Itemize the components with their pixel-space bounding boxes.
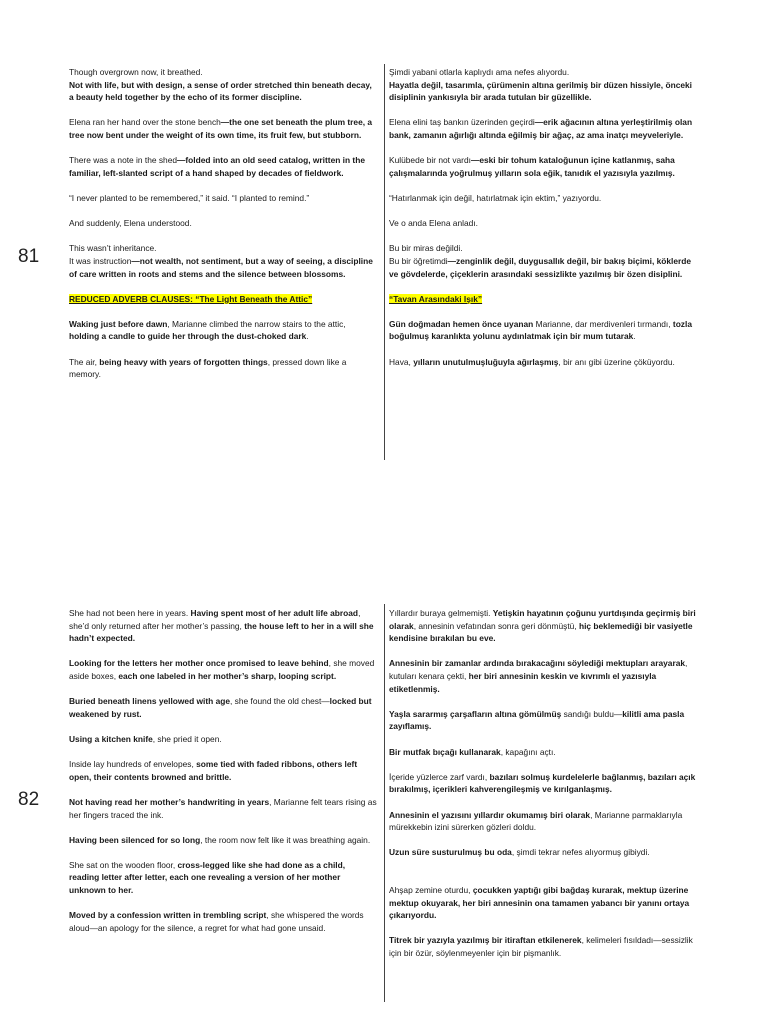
- column-divider: [384, 604, 385, 1002]
- bold-text-run: some tied with faded ribbons, others left open, their contents browned and brittle.: [69, 759, 358, 782]
- paragraph: [389, 607, 697, 645]
- text-run: , kelimeleri fısıldadı—sessizlik için bir özür, söylenmeyenler için bir pişmanlık.: [389, 935, 693, 959]
- bold-text-run: bazıları solmuş kurdelelerle bağlanmış, bazıları açık bırakılmış, içerikleri kahverengileşmiş ve kırılganlaşmış.: [389, 771, 696, 795]
- text-run: , annesinin vefatından sonra geri dönmüştü,: [413, 620, 579, 631]
- text-run: Elena elini taş bankın üzerinden geçirdi: [389, 117, 535, 128]
- paragraph: [69, 733, 377, 746]
- paragraph: [69, 695, 377, 720]
- text-run: , Marianne climbed the narrow stairs to the attic,: [167, 318, 346, 329]
- paragraph: [69, 909, 377, 934]
- bold-text-run: Using a kitchen knife: [69, 733, 153, 744]
- text-run: “I never planted to be remembered,” it said. “I planted to remind.”: [69, 192, 310, 203]
- bold-text-run: Not with life, but with design, a sense of order stretched thin beneath decay, a beauty held together by the echo of its former discipline.: [69, 79, 372, 103]
- turkish-column: [389, 607, 697, 972]
- text-run: , she’d only returned after her mother’s passing,: [69, 608, 361, 631]
- text-run: Bu bir öğretimdi: [389, 255, 448, 266]
- bold-text-run: —erik ağacının altına yerleştirilmiş olan bank, zamanın ağırlığı altında eğilmiş bir ağaç, az ama inatçı meyveleriyle.: [389, 117, 693, 140]
- bold-text-run: cross-legged like she had done as a child, reading letter after letter, each one revealing a version of her mother unknown to her.: [69, 859, 346, 896]
- bold-text-run: Bir mutfak bıçağı kullanarak: [389, 746, 501, 757]
- text-run: , she found the old chest—: [230, 696, 330, 707]
- bold-text-run: —not wealth, not sentiment, but a way of seeing, a discipline of care written in roots and stems and the silence between blossoms.: [69, 255, 373, 279]
- bold-text-run: Moved by a confession written in trembling script: [69, 910, 267, 921]
- text-run: , she moved aside boxes,: [69, 658, 375, 681]
- paragraph: [389, 809, 697, 834]
- text-run: Kulübede bir not vardı: [389, 155, 471, 166]
- text-run: Yıllardır buraya gelmemişti.: [389, 608, 493, 618]
- text-run: “Hatırlanmak için değil, hatırlatmak için ektim,” yazıyordu.: [389, 192, 602, 203]
- bold-text-run: kilitli ama pasla zayıflamış.: [389, 708, 685, 732]
- bold-text-run: Buried beneath linens yellowed with age: [69, 696, 231, 707]
- paragraph: [389, 771, 697, 796]
- text-run: There was a note in the shed: [69, 155, 178, 166]
- text-run: This wasn’t inheritance.: [69, 243, 157, 254]
- bold-text-run: yılların unutulmuşluğuyla ağırlaşmış: [413, 356, 559, 367]
- bold-text-run: Not having read her mother’s handwriting in years: [69, 796, 270, 807]
- bold-text-run: Having been silenced for so long: [69, 834, 201, 845]
- bold-text-run: holding a candle to guide her through the dust-choked dark: [69, 331, 307, 342]
- bold-text-run: —folded into an old seed catalog, written in the familiar, left-slanted script of a hand shaped by decades of fieldwork.: [69, 155, 365, 178]
- section-heading-text: “Tavan Arasındaki Işık”: [389, 293, 483, 304]
- text-run: It was instruction: [69, 255, 132, 266]
- bold-text-run: locked but weakened by rust.: [69, 696, 372, 719]
- bold-text-run: each one labeled in her mother’s sharp, looping script.: [118, 670, 337, 681]
- paragraph: [69, 758, 377, 783]
- text-run: , the room now felt like it was breathing again.: [200, 834, 371, 845]
- paragraph: [69, 859, 377, 897]
- bold-text-run: tozla boğulmuş karanlıkta yolunu aydınlatmak için bir mum tutarak: [389, 318, 692, 342]
- bold-text-run: Yetişkin hayatının çoğunu yurtdışında geçirmiş biri olarak: [389, 608, 696, 631]
- text-run: Hava,: [389, 356, 414, 367]
- paragraph: [69, 834, 377, 847]
- text-run: Bu bir miras değildi.: [389, 243, 463, 254]
- text-run: And suddenly, Elena understood.: [69, 218, 192, 229]
- text-run: She sat on the wooden floor,: [69, 859, 178, 870]
- paragraph: [389, 846, 697, 859]
- paragraph: [389, 934, 697, 959]
- bold-text-run: being heavy with years of forgotten things: [99, 356, 268, 367]
- bold-text-run: Yaşla sararmış çarşafların altına gömülmüş: [389, 708, 562, 719]
- text-run: , Marianne parmaklarıyla mürekkebin izini sürerken gözleri doldu.: [389, 809, 683, 833]
- bold-text-run: —the one set beneath the plum tree, a tree now bent under the weight of its own time, its fruit few, but stubborn.: [69, 117, 373, 140]
- text-run: .: [633, 331, 636, 342]
- text-run: Ve o anda Elena anladı.: [389, 218, 478, 229]
- paragraph: [389, 884, 697, 922]
- text-run: , bir anı gibi üzerine çöküyordu.: [558, 356, 675, 367]
- bold-text-run: the house left to her in a will she hadn’t expected.: [69, 620, 374, 644]
- text-run: The air,: [69, 356, 100, 367]
- text-run: , Marianne felt tears rising as her fingers traced the ink.: [69, 796, 377, 820]
- bold-text-run: Having spent most of her adult life abroad: [190, 608, 359, 618]
- page-number: 81: [18, 246, 40, 267]
- bold-text-run: Hayatla değil, tasarımla, çürümenin altına gerilmiş bir düzen hissiyle, önceki disiplinin yankısıyla bir arada tutulan bir güzellikle.: [389, 79, 692, 103]
- bold-text-run: Uzun süre susturulmuş bu oda: [389, 847, 512, 858]
- bold-text-run: Looking for the letters her mother once promised to leave behind: [69, 658, 329, 669]
- text-run: She had not been here in years.: [69, 608, 191, 618]
- text-run: , she pried it open.: [152, 733, 222, 744]
- text-run: , kapağını açtı.: [500, 746, 556, 757]
- bold-text-run: her biri annesinin keskin ve kıvrımlı el yazısıyla etiketlenmiş.: [389, 670, 657, 694]
- text-run: İçeride yüzlerce zarf vardı,: [389, 771, 490, 782]
- text-run: , şimdi tekrar nefes alıyormuş gibiydi.: [511, 847, 650, 858]
- paragraph: [69, 796, 377, 821]
- bold-text-run: Waking just before dawn: [69, 318, 168, 329]
- english-column: [69, 607, 377, 947]
- text-run: , she whispered the words aloud—an apology for the silence, a regret for what had gone unsaid.: [69, 910, 364, 933]
- paragraph: [69, 657, 377, 682]
- text-run: , kutuları kenara çekti,: [389, 658, 688, 681]
- bold-text-run: —zenginlik değil, duygusallık değil, bir bakış biçimi, köklerde ve gövdelerde, çiçeklerin arasındaki sessizlikte yazılmış bir özen disiplini.: [389, 255, 692, 279]
- paragraph: [389, 708, 697, 733]
- text-run: Inside lay hundreds of envelopes,: [69, 759, 197, 770]
- bold-text-run: Annesinin el yazısını yıllardır okumamış biri olarak: [389, 809, 591, 820]
- paragraph: [389, 746, 697, 759]
- bold-text-run: hiç beklemediği bir vasiyetle kendisine bırakılan bu eve.: [389, 620, 693, 644]
- text-run: Ahşap zemine oturdu,: [389, 885, 473, 896]
- bold-text-run: Annesinin bir zamanlar ardında bırakacağını söylediği mektupları arayarak: [389, 658, 686, 669]
- text-run: Elena ran her hand over the stone bench: [69, 117, 221, 128]
- text-run: , pressed down like a memory.: [69, 356, 347, 380]
- text-run: Şimdi yabani otlarla kaplıydı ama nefes alıyordu.: [389, 67, 570, 77]
- bold-text-run: çocukken yaptığı gibi bağdaş kurarak, mektup üzerine mektup okuyarak, her biri annesinin ona tamamen yabancı bir yanını ortaya çıkarıyordu.: [389, 885, 690, 921]
- text-run: Though overgrown now, it breathed.: [69, 67, 203, 77]
- text-run: .: [306, 331, 309, 342]
- text-run: sandığı buldu—: [561, 708, 623, 719]
- section-heading-text: REDUCED ADVERB CLAUSES: “The Light Beneath the Attic”: [69, 293, 313, 304]
- bold-text-run: Titrek bir yazıyla yazılmış bir itiraftan etkilenerek: [389, 935, 582, 946]
- bold-text-run: Gün doğmadan hemen önce uyanan: [389, 318, 534, 329]
- page-number: 82: [18, 789, 40, 810]
- blank-line: [389, 871, 697, 884]
- bold-text-run: —eski bir tohum kataloğunun içine katlanmış, saha çalışmalarında yoğrulmuş yılların sola eğik, tanıdık el yazısıyla yazılmış.: [389, 155, 675, 178]
- paragraph: [389, 657, 697, 695]
- paragraph: [69, 607, 377, 645]
- text-run: Marianne, dar merdivenleri tırmandı,: [533, 318, 673, 329]
